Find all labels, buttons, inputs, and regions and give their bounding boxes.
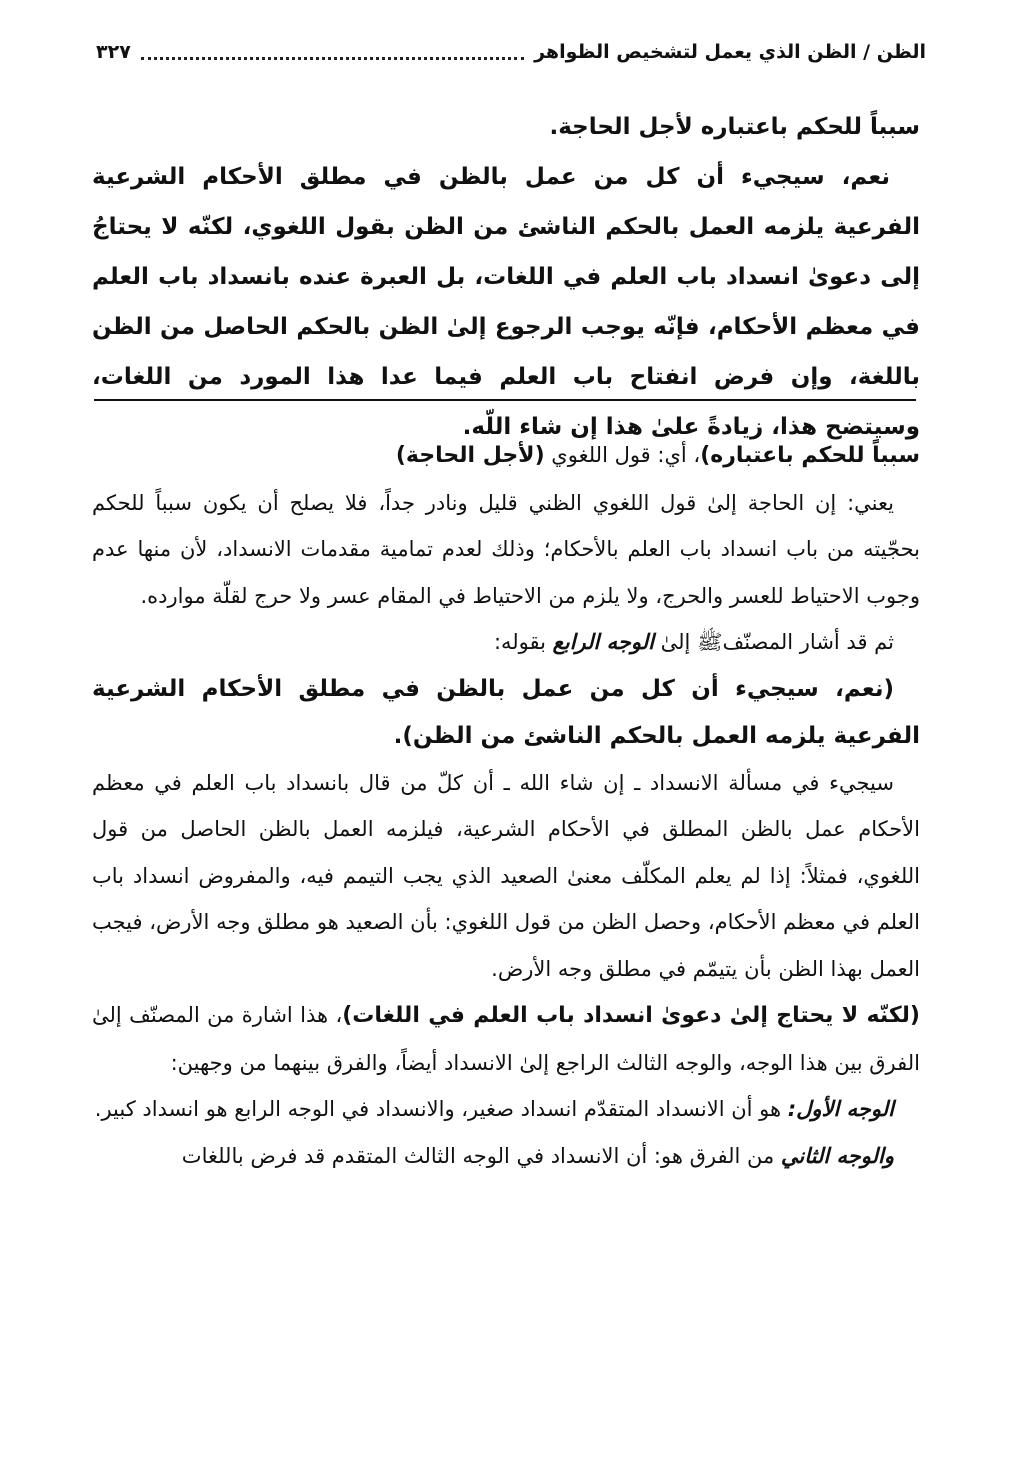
commentary-paragraph-5: سيجيء في مسألة الانسداد ـ إن شاء الله ـ أن كلّ من قال بانسداد باب العلم في معظم الأحكام عمل بالظن المطلق في الأحكام الشرعية، فيلزمه العمل بالظن الحاصل من قول اللغوي، فمثلاً: إذا لم يعلم المكلّف معنىٰ الصعيد الذي يجب التيمم فيه، والمفروض انسداد باب العلم في معظم الأحكام، وحصل الظن من قول اللغوي: بأن الصعيد هو مطلق وجه الأرض، فيجب العمل بهذا الظن بأن يتيمّم في مطلق وجه الأرض. [92,770,920,981]
emphasis-term: الوجه الرابع [552,630,654,654]
commentary-paragraph-1 [92,432,920,480]
commentary-text: ، أي: قول اللغوي [544,443,701,467]
commentary-paragraph-7 [92,1086,920,1133]
main-paragraph-2: نعم، سيجيء أن كل من عمل بالظن في مطلق الأحكام الشرعية الفرعية يلزمه العمل بالحكم الناشئ من الظن بقول اللغوي، لكنّه لا يحتاجُ إلى دعوىٰ انسداد باب العلم في اللغات، بل العبرة عنده بانسداد باب العلم في معظم الأحكام، فإنّه يوجب الرجوع إلىٰ الظن بالحكم الحاصل من الظن باللغة، وإن فرض انفتاح باب العلم فيما عدا هذا المورد من اللغات، وسيتضح هذا، زيادةً علىٰ هذا إن شاء اللّه. [92,164,920,440]
quoted-phrase: (لأجل الحاجة) [395,443,545,468]
commentary-paragraph-2: يعني: إن الحاجة إلىٰ قول اللغوي الظني قليل ونادر جداً، فلا يصلح أن يكون سبباً للحكم بحجّيته من باب انسداد باب العلم بالأحكام؛ وذلك لعدم تمامية مقدمات الانسداد، لأن منها عدم وجوب الاحتياط للعسر والحرج، ولا يلزم من الاحتياط في المقام عسر ولا حرج لقلّة موارده. [92,490,920,608]
commentary-text: بقوله: [493,630,553,654]
commentary-text: ، هذا اشارة من المصنّف إلىٰ الفرق بين هذا الوجه، والوجه الثالث الراجع إلىٰ الانسداد أيضاً، والفرق بينهما من وجهين: [92,1003,920,1075]
quoted-phrase: (لكنّه لا يحتاج إلىٰ دعوىٰ انسداد باب العلم في اللغات) [342,1003,920,1028]
page-header [96,30,926,74]
running-title: الظن / الظن الذي يعمل لتشخيص الظواهر [534,41,926,63]
commentary-text: هو أن الانسداد المتقدّم انسداد صغير، والانسداد في الوجه الرابع هو انسداد كبير. [94,1097,788,1121]
commentary-paragraph-3 [92,619,920,666]
section-divider [94,399,916,401]
main-line-1: سبباً للحكم باعتباره لأجل الحاجة. [549,114,920,140]
header-leader-dots [141,57,524,60]
commentary-text: ثم قد أشار المصنّف [722,630,894,654]
commentary-quote: (نعم، سيجيء أن كل من عمل بالظن في مطلق الأحكام الشرعية الفرعية يلزمه العمل بالحكم الناشئ من الظن). [92,675,920,749]
commentary-paragraph-6 [92,992,920,1086]
emphasis-term: والوجه الثاني [780,1143,894,1168]
commentary-text: إلىٰ [653,630,698,654]
page-number: ٣٢٧ [96,41,131,63]
emphasis-term: الوجه الأول: [787,1097,894,1121]
quoted-phrase: سبباً للحكم باعتباره) [700,443,920,468]
commentary-paragraph-8 [92,1133,920,1180]
honorific-symbol: ﷺ [697,630,723,654]
commentary-text: من الفرق هو: أن الانسداد في الوجه الثالث المتقدم قد فرض باللغات [181,1143,781,1168]
commentary [92,432,920,1179]
